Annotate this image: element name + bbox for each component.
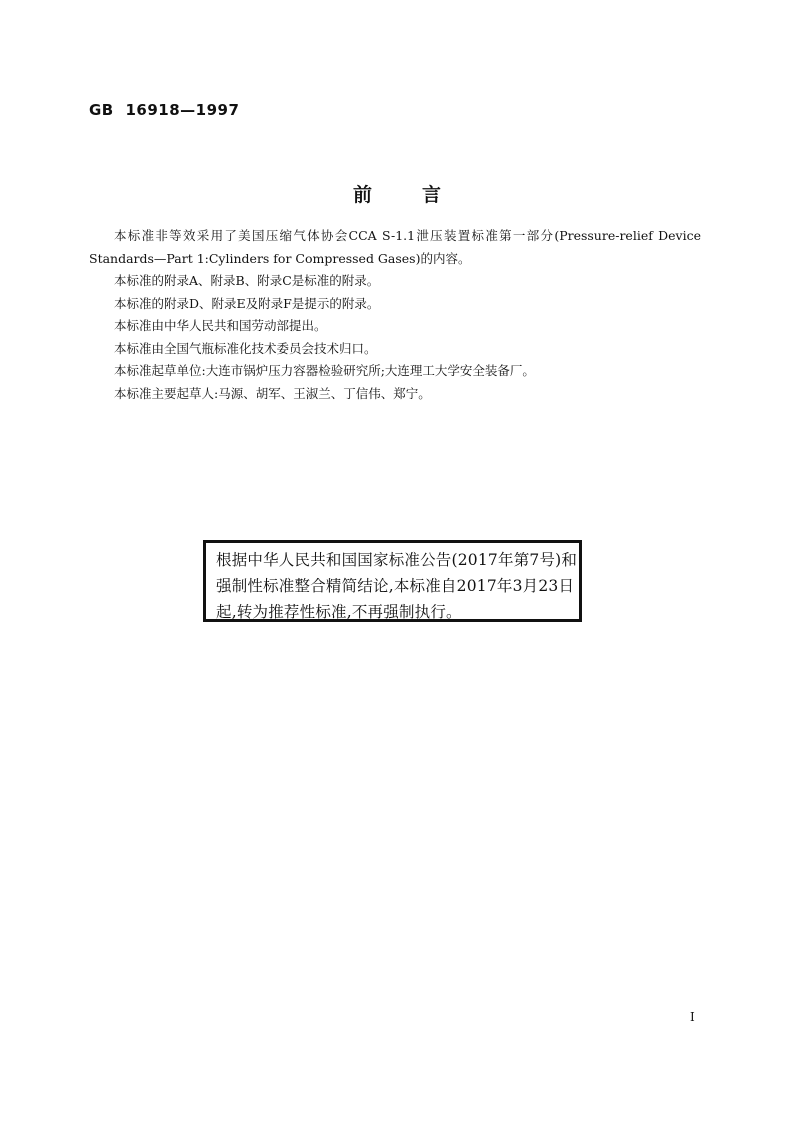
paragraph-adoption: 本标准非等效采用了美国压缩气体协会CCA S-1.1泄压装置标准第一部分(Pressure-relief Device Standards—Part 1:Cylinders for Compressed Gases)的内容。 [89,228,701,266]
standard-number: 16918—1997 [125,101,240,119]
paragraph-drafters: 本标准主要起草人:马源、胡军、王淑兰、丁信伟、郑宁。 [114,385,431,401]
standard-code [89,101,239,119]
page-title: 前言 [352,184,491,206]
paragraph-proposer: 本标准由中华人民共和国劳动部提出。 [114,318,327,333]
paragraph-informative-annexes: 本标准的附录D、附录E及附录F是提示的附录。 [114,295,380,311]
paragraph-drafting-units: 本标准起草单位:大连市锅炉压力容器检验研究所;大连理工大学安全装备厂。 [114,363,535,378]
status-notice-box: 根据中华人民共和国国家标准公告(2017年第7号)和强制性标准整合精简结论,本标准自2017年3月23日起,转为推荐性标准,不再强制执行。 [203,540,582,622]
page-number: I [690,1010,695,1024]
foreword-body [89,225,701,405]
standard-prefix: GB [89,101,114,119]
paragraph-technical-committee: 本标准由全国气瓶标准化技术委员会技术归口。 [114,340,377,356]
paragraph-normative-annexes: 本标准的附录A、附录B、附录C是标准的附录。 [114,273,380,288]
